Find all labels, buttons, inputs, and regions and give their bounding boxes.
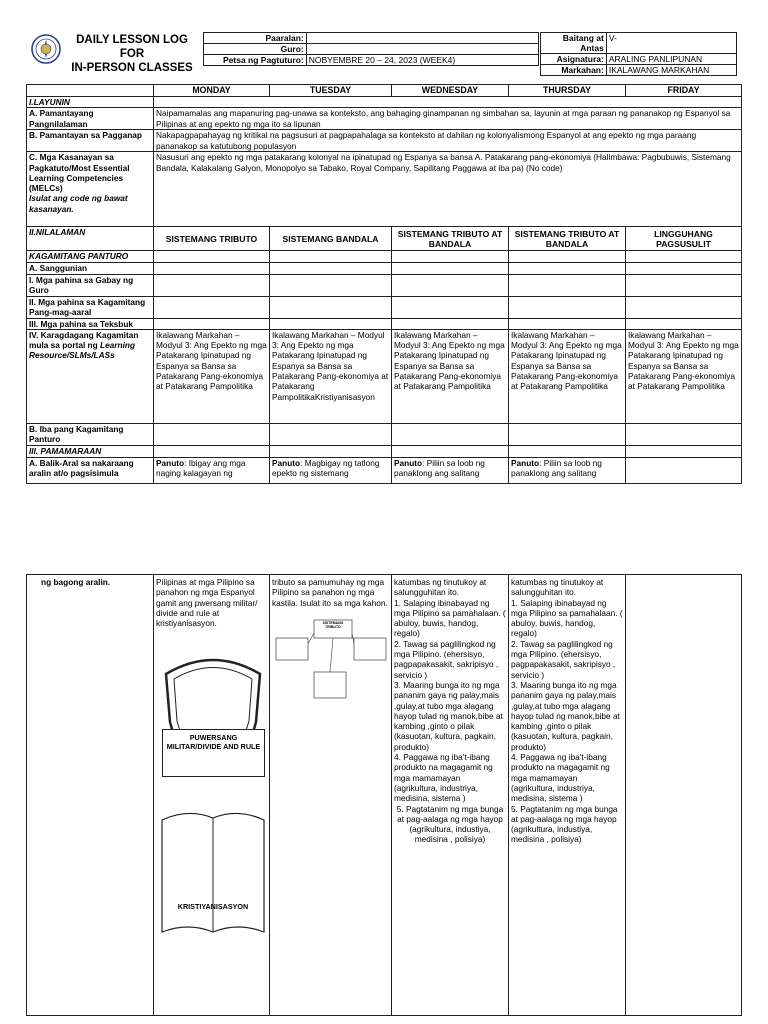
document-title	[64, 33, 200, 75]
empty-cell	[509, 296, 626, 318]
empty-cell	[626, 263, 742, 274]
wed-item-2: 2. Tawag sa paglilingkod ng mga Pilipino. (ehersisyo, pagpapakasakit, sakripisyo , servicio )	[394, 638, 499, 680]
melc-note: Isulat ang code ng bawat kasanayan.	[29, 193, 128, 214]
monday-illustrations	[156, 632, 267, 962]
empty-cell	[154, 318, 270, 329]
activity-thursday-continued	[509, 575, 626, 1016]
empty-cell	[392, 251, 509, 263]
book-label: KRISTIYANISASYON	[177, 902, 249, 912]
panuto-label: Panuto	[156, 457, 185, 468]
title-line-1: DAILY LESSON LOG FOR	[76, 34, 188, 60]
tribute-diagram	[272, 616, 389, 706]
activity-monday	[154, 457, 270, 483]
activity-thursday	[509, 457, 626, 483]
deped-seal-icon	[31, 34, 61, 64]
karagdagan-italic: Learning Resource/SLMs/LASs	[29, 340, 136, 361]
resource-monday: Ikalawang Markahan – Modyul 3: Ang Epekto ng mga Patakarang Ipinatupad ng Espanya sa Bansa sa Patakarang Pang-ekonomiya at Patakarang Pampolitika	[154, 329, 270, 423]
title-line-2: IN-PERSON CLASSES	[71, 62, 193, 74]
wed-item-5: 5. Pagtatanim ng mga bunga at pag-aalaga ng mga hayop (agrikultura, industiya, medisina , polisiya)	[396, 803, 504, 845]
day-tuesday: TUESDAY	[270, 85, 392, 97]
panuto-label: Panuto	[511, 457, 540, 468]
iba-pang-label: B. Iba pang Kagamitang Panturo	[27, 423, 154, 445]
empty-cell	[154, 251, 270, 263]
topic-monday: SISTEMANG TRIBUTO	[154, 227, 270, 251]
quarter-value: IKALAWANG MARKAHAN	[606, 65, 736, 76]
activity-tuesday-continued	[270, 575, 392, 1016]
empty-cell	[270, 296, 392, 318]
empty-cell	[270, 251, 392, 263]
activity-friday	[626, 457, 742, 483]
activity-friday-continued	[626, 575, 742, 1016]
panuto-label: Panuto	[272, 457, 301, 468]
balik-aral-label: A. Balik-Aral sa nakaraang aralin at/o pagsisimula	[27, 457, 154, 483]
empty-cell	[270, 263, 392, 274]
balik-aral-continued: ng bagong aralin.	[27, 575, 154, 1016]
empty-cell	[626, 251, 742, 263]
resource-thursday: Ikalawang Markahan – Modyul 3: Ang Epekto ng mga Patakarang Ipinatupad ng Espanya sa Bansa sa Patakarang Pang-ekonomiya at Patakarang Pampolitika	[509, 329, 626, 423]
empty-cell	[509, 445, 626, 457]
content-standard: Naipamamalas ang mapanuring pag-unawa sa konteksto, ang bahaging ginampanan ng simbahan sa, layunin at mga paraan ng pananakop ng Espanyol sa Pilipinas at ang epekto ng mga ito sa lipunan	[154, 108, 742, 130]
section-layunin: I.LAYUNIN	[27, 97, 154, 108]
empty-cell	[626, 423, 742, 445]
topic-wednesday: SISTEMANG TRIBUTO AT BANDALA	[392, 227, 509, 251]
empty-cell	[392, 296, 509, 318]
activity-wednesday-continued	[392, 575, 509, 1016]
empty-cell	[154, 263, 270, 274]
empty-cell	[154, 296, 270, 318]
section-kagamitan: KAGAMITANG PANTURO	[27, 251, 154, 263]
empty-cell	[392, 318, 509, 329]
panuto-label: Panuto	[394, 457, 423, 468]
activity-tuesday	[270, 457, 392, 483]
empty-cell	[270, 423, 392, 445]
activity-tuesday-text: : Magbigay ng tatlong epekto ng sistemang	[272, 457, 380, 479]
empty-cell	[509, 274, 626, 296]
diagram-center-label: SISTEMANG TRIBUTO	[322, 620, 344, 629]
sanggunian-label: A. Sanggunian	[27, 263, 154, 274]
day-thursday: THURSDAY	[509, 85, 626, 97]
teacher-value	[306, 44, 538, 55]
teacher-label: Guro:	[204, 44, 307, 55]
performance-standard-label: B. Pamantayan sa Pagganap	[27, 130, 154, 152]
shield-label: PUWERSANG MILITAR/DIVIDE AND RULE	[162, 729, 265, 777]
day-friday: FRIDAY	[626, 85, 742, 97]
kagamitang-mag-aaral-label: II. Mga pahina sa Kagamitang Pang-mag-aaral	[27, 296, 154, 318]
subject-value: ARALING PANLIPUNAN	[606, 54, 736, 65]
school-value	[306, 33, 538, 44]
activity-monday-text: : Ibigay ang mga naging kalagayan ng	[156, 457, 246, 479]
activity-wednesday	[392, 457, 509, 483]
wed-item-4: 4. Paggawa ng iba't-ibang produkto na magagamit ng mga mamamayan (agrikultura, industriya, medisina, sistema )	[394, 752, 493, 804]
wed-item-3: 3. Maaring bunga ito ng mga pananim gaya ng palay,mais ,gulay,at tubo mga alagang hayop tulad ng manok,bibe at kambing ,ginto o pilak (kasuotan, kultura, pagkain, produkto)	[394, 679, 503, 752]
melc-label: C. Mga Kasanayan sa Pagkatuto/Most Essential Learning Competencies (MELCs)	[29, 152, 130, 194]
activity-thursday-text: : Piliin sa loob ng panaklong ang salitang	[511, 457, 602, 479]
day-wednesday: WEDNESDAY	[392, 85, 509, 97]
book-icon	[160, 804, 266, 936]
header-info-right	[540, 32, 737, 76]
karagdagan-prefix: IV. Karagdagang Kagamitan mula sa portal ng	[29, 329, 139, 351]
quarter-label: Markahan:	[541, 65, 607, 76]
empty-cell	[392, 423, 509, 445]
day-monday: MONDAY	[154, 85, 270, 97]
thu-item-2: 2. Tawag sa paglilingkod ng mga Pilipino. (ehersisyo, pagpapakasakit, sakripisyo , servicio )	[511, 638, 616, 680]
section-pamamaraan: III. PAMAMARAAN	[27, 445, 154, 457]
topic-thursday: SISTEMANG TRIBUTO AT BANDALA	[509, 227, 626, 251]
thu-intro: katumbas ng tinutukoy at salungguhitan ito.	[511, 577, 604, 598]
lesson-log-continuation	[26, 574, 742, 1016]
resource-tuesday: Ikalawang Markahan – Modyul 3: Ang Epekto ng mga Patakarang Ipinatupad ng Espanya sa Bansa sa Patakarang Pang-ekonomiya at Patakarang PampolitikaKristiyanisasyon	[270, 329, 392, 423]
wed-intro: katumbas ng tinutukoy at salungguhitan ito.	[394, 577, 487, 598]
thu-item-5: 5. Pagtatanim ng mga bunga at pag-aalaga ng mga hayop (agrikultura, industiya, medisina , polisiya)	[511, 803, 618, 845]
tribute-diagram-lines	[274, 616, 390, 704]
topic-friday: LINGGUHANG PAGSUSULIT	[626, 227, 742, 251]
content-standard-label: A. Pamantayang Pangnilalaman	[27, 108, 154, 130]
dates-value: NOBYEMBRE 20 – 24, 2023 (WEEK4)	[306, 55, 538, 66]
thu-item-4: 4. Paggawa ng iba't-ibang produkto na magagamit ng mga mamamayan (agrikultura, industriya, medisina, sistema )	[511, 752, 610, 804]
empty-cell	[509, 263, 626, 274]
teksbuk-label: III. Mga pahina sa Teksbuk	[27, 318, 154, 329]
school-label: Paaralan:	[204, 33, 307, 44]
empty-cell	[154, 423, 270, 445]
empty-cell	[509, 423, 626, 445]
header-info-left	[203, 32, 539, 66]
subject-label: Asignatura:	[541, 54, 607, 65]
melc-label-cell	[27, 152, 154, 227]
empty-cell	[154, 274, 270, 296]
empty-cell	[626, 318, 742, 329]
thu-item-1: 1. Salaping ibinabayad ng mga Pilipino sa pamahalaan. ( abuloy, buwis, handog, regalo)	[511, 597, 623, 639]
empty-cell	[154, 445, 270, 457]
monday-cont-text: Pilipinas at mga Pilipino sa panahon ng mga Espanyol gamit ang pwersang militar/ divide and rule at kristiyanisasyon.	[156, 577, 258, 629]
empty-cell	[509, 318, 626, 329]
grade-label: Baitang at Antas	[541, 33, 607, 54]
empty-cell	[626, 445, 742, 457]
empty-cell	[509, 251, 626, 263]
corner-cell	[27, 85, 154, 97]
activity-monday-continued	[154, 575, 270, 1016]
resource-friday: Ikalawang Markahan – Modyul 3: Ang Epekto ng mga Patakarang Ipinatupad ng Espanya sa Bansa sa Patakarang Pang-ekonomiya at Patakarang Pampolitika	[626, 329, 742, 423]
empty-cell	[270, 445, 392, 457]
empty-cell	[270, 274, 392, 296]
empty-cell	[270, 318, 392, 329]
resource-wednesday: Ikalawang Markahan – Modyul 3: Ang Epekto ng mga Patakarang Ipinatupad ng Espanya sa Bansa sa Patakarang Pang-ekonomiya at Patakarang Pampolitika	[392, 329, 509, 423]
performance-standard: Nakapagpapahayag ng kritikal na pagsusuri at pagpapahalaga sa konteksto at dahilan ng kolonyalismong Espanyol at ang epekto ng mga paraang pananakop sa katutubong populasyon	[154, 130, 742, 152]
empty-cell	[626, 274, 742, 296]
lesson-log-table	[26, 84, 742, 484]
empty-cell	[392, 263, 509, 274]
gabay-label: I. Mga pahina sa Gabay ng Guro	[27, 274, 154, 296]
empty-cell	[392, 274, 509, 296]
activity-wednesday-text: : Piliin sa loob ng panaklong ang salitang	[394, 457, 485, 479]
empty-cell	[392, 445, 509, 457]
empty-cell	[154, 97, 742, 108]
dates-label: Petsa ng Pagtuturo:	[204, 55, 307, 66]
melc-text: Nasusuri ang epekto ng mga patakarang kolonyal na ipinatupad ng Espanya sa bansa A. Patakarang pang-ekonomiya (Halimbawa: Pagbubuwis, Sistemang Bandala, Kalakalang Galyon, Monopolyo sa Tabako, Royal Company, Sapilitang Paggawa at iba pa) (No code)	[154, 152, 742, 227]
grade-value: V-	[606, 33, 736, 54]
karagdagan-label	[27, 329, 154, 423]
section-nilalaman: II.NILALAMAN	[27, 227, 154, 251]
tuesday-cont-text: tributo sa pamumuhay ng mga Pilipino sa panahon ng mga kastila. Isulat ito sa mga kahon.	[272, 577, 388, 608]
topic-tuesday: SISTEMANG BANDALA	[270, 227, 392, 251]
empty-cell	[626, 296, 742, 318]
wed-item-1: 1. Salaping ibinabayad ng mga Pilipino sa pamahalaan. ( abuloy, buwis, handog, regalo)	[394, 597, 506, 639]
thu-item-3: 3. Maaring bunga ito ng mga pananim gaya ng palay,mais ,gulay,at tubo mga alagang hayop tulad ng manok,bibe at kambing ,ginto o pilak (kasuotan, kultura, pagkain, produkto)	[511, 679, 620, 752]
